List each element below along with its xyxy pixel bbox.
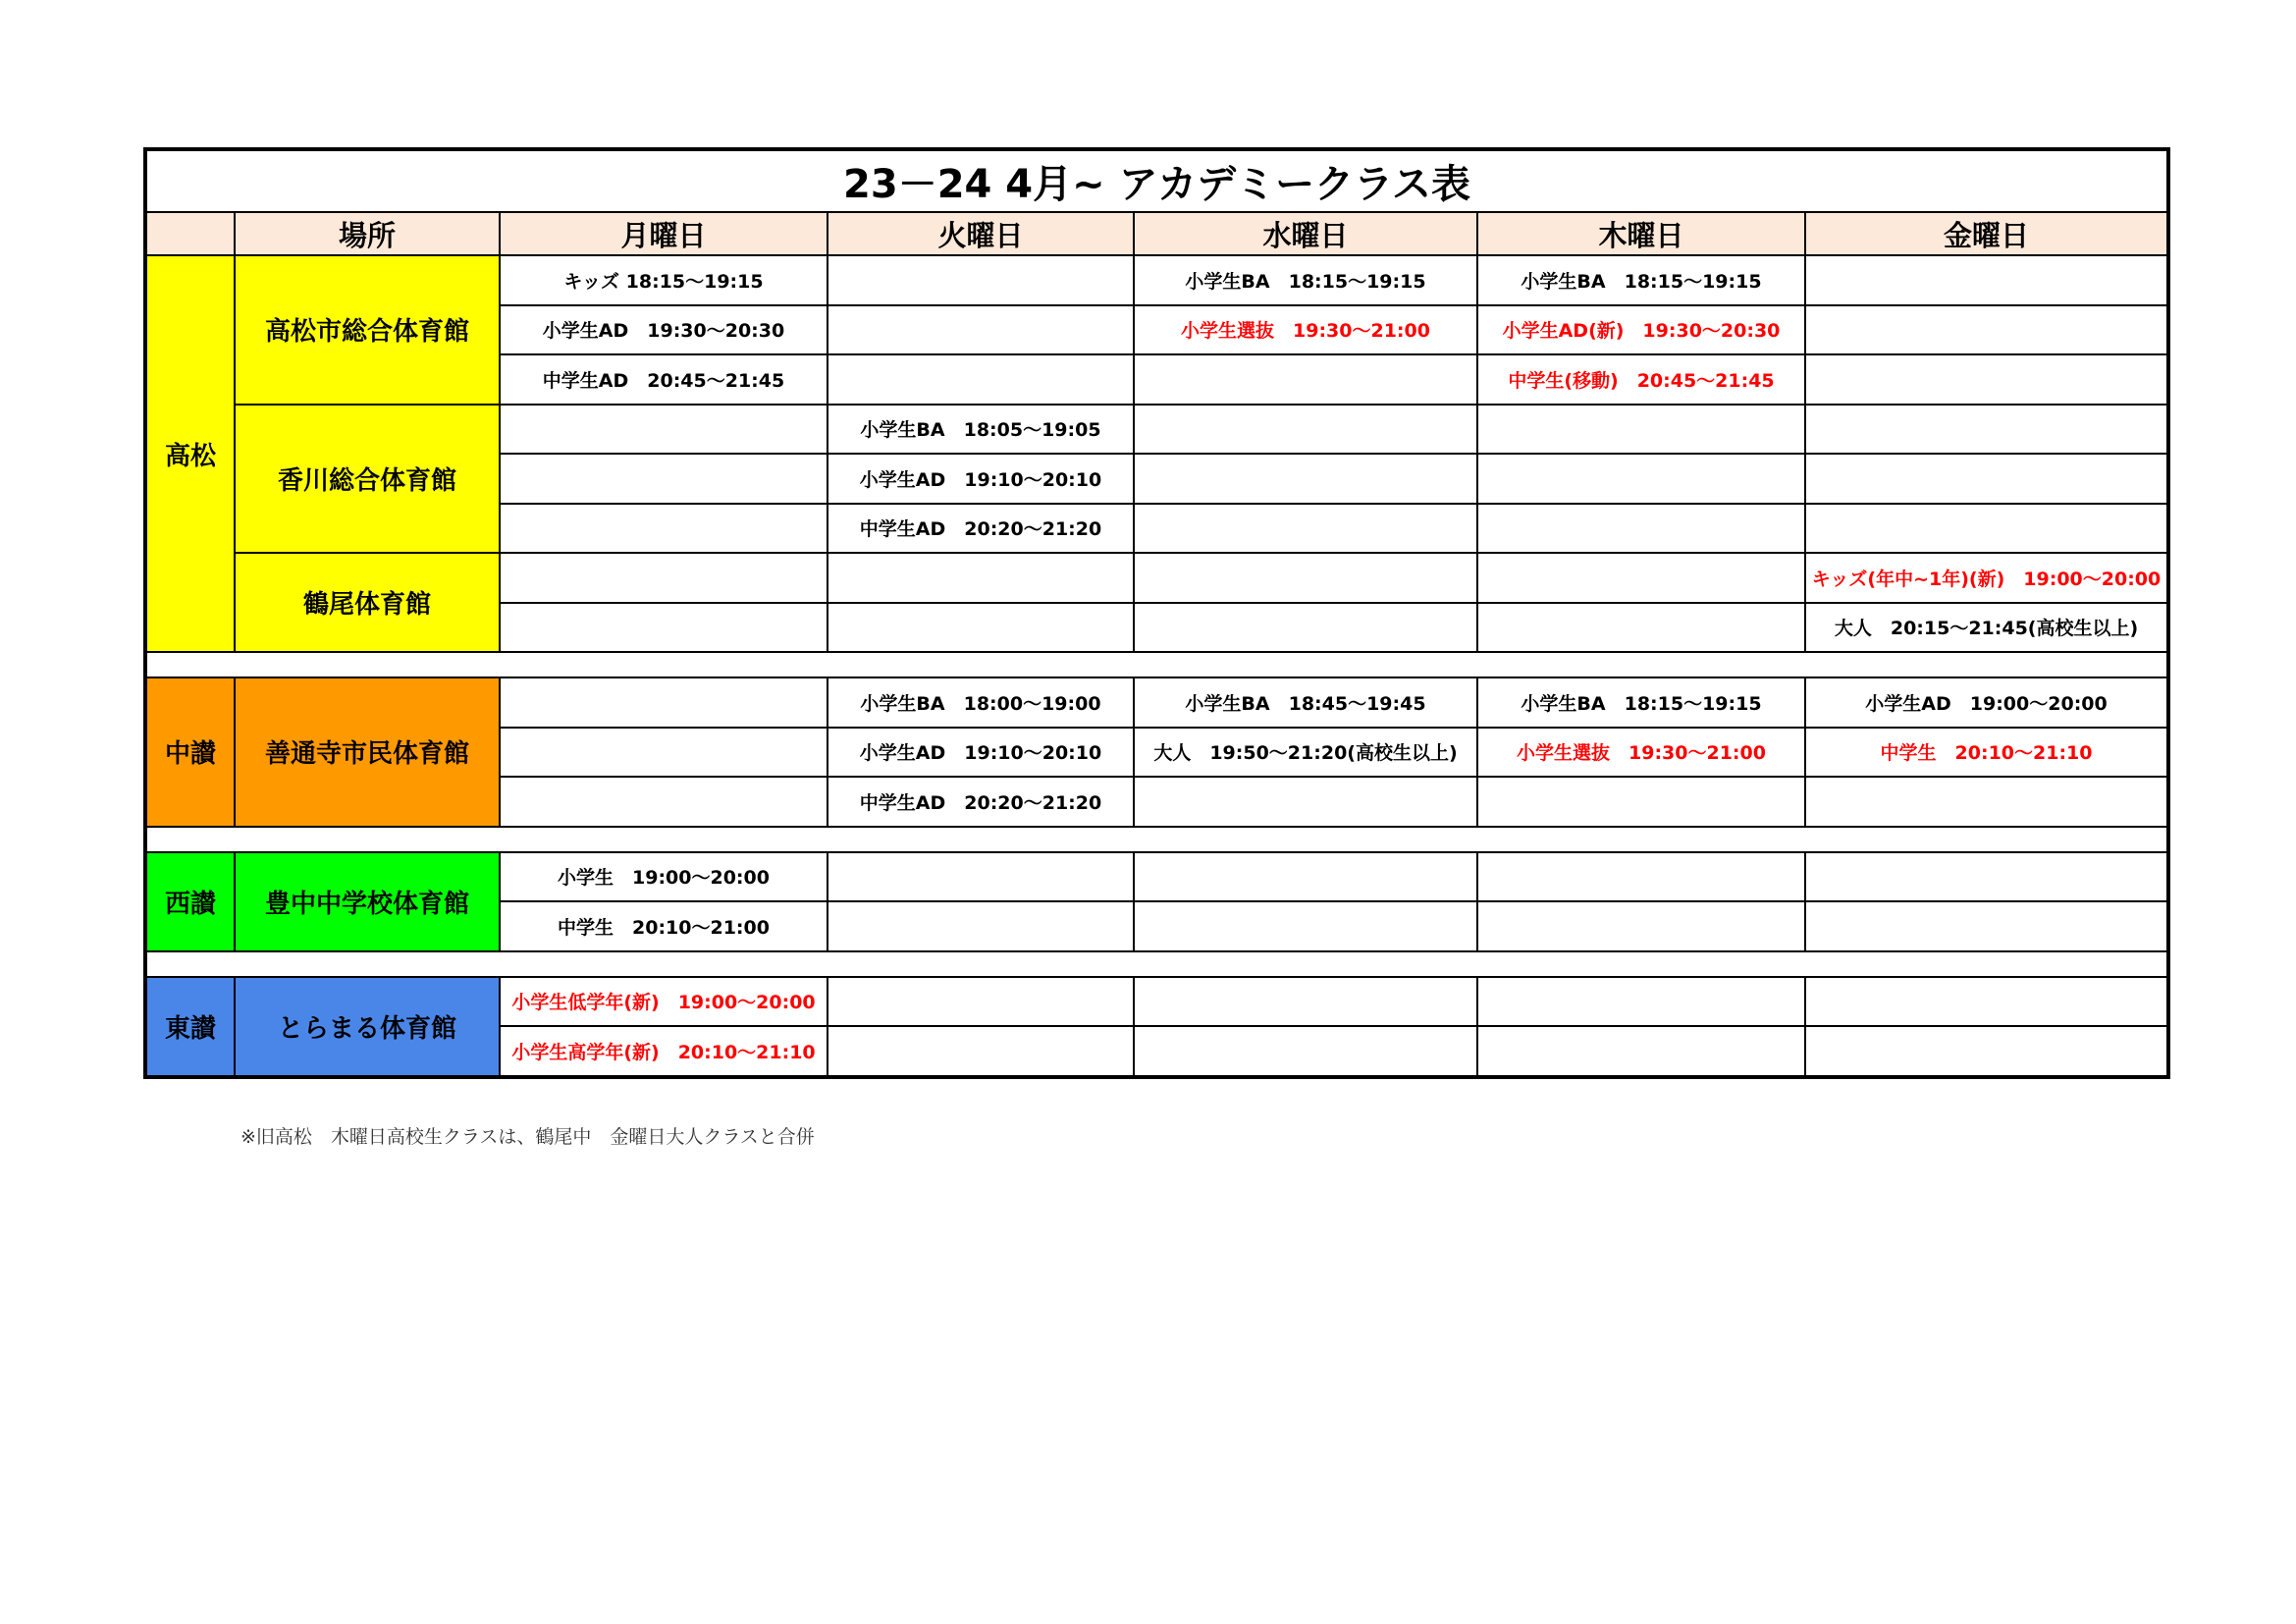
header-venue: 場所 <box>235 212 500 255</box>
schedule-cell <box>1134 454 1477 504</box>
schedule-cell <box>1805 1026 2168 1077</box>
schedule-cell: 中学生AD 20:20〜21:20 <box>828 504 1134 554</box>
schedule-cell <box>1134 553 1477 603</box>
footnote: ※旧高松 木曜日高校生クラスは、鶴尾中 金曜日大人クラスと合併 <box>240 1126 815 1148</box>
schedule-cell-highlight: 小学生選抜 19:30〜21:00 <box>1134 305 1477 355</box>
schedule-cell: 小学生BA 18:45〜19:45 <box>1134 677 1477 728</box>
schedule-cell-highlight: 中学生(移動) 20:45〜21:45 <box>1477 354 1805 405</box>
schedule-cell <box>500 454 828 504</box>
schedule-cell-highlight: 小学生低学年(新) 19:00〜20:00 <box>500 977 828 1027</box>
schedule-cell <box>1134 405 1477 455</box>
region-takamatsu: 高松 <box>145 255 235 652</box>
venue-zentsuji-gym: 善通寺市民体育館 <box>235 677 500 827</box>
schedule-cell <box>1134 354 1477 405</box>
schedule-cell <box>1805 405 2168 455</box>
region-chusan: 中讃 <box>145 677 235 827</box>
schedule-cell: 小学生BA 18:15〜19:15 <box>1134 255 1477 305</box>
schedule-cell <box>1805 454 2168 504</box>
schedule-cell <box>500 728 828 778</box>
schedule-cell: 大人 20:15〜21:45(高校生以上) <box>1805 603 2168 653</box>
schedule-cell <box>1477 777 1805 827</box>
schedule-cell: 小学生AD 19:30〜20:30 <box>500 305 828 355</box>
schedule-cell: 小学生 19:00〜20:00 <box>500 852 828 902</box>
schedule-cell: 中学生AD 20:20〜21:20 <box>828 777 1134 827</box>
schedule-cell <box>1477 1026 1805 1077</box>
header-thursday: 木曜日 <box>1477 212 1805 255</box>
venue-toyonaka-gym: 豊中中学校体育館 <box>235 852 500 951</box>
schedule-cell <box>1477 405 1805 455</box>
schedule-cell <box>500 553 828 603</box>
schedule-cell: 小学生BA 18:00〜19:00 <box>828 677 1134 728</box>
schedule-cell <box>500 777 828 827</box>
schedule-cell: 小学生BA 18:15〜19:15 <box>1477 255 1805 305</box>
schedule-cell <box>500 677 828 728</box>
header-tuesday: 火曜日 <box>828 212 1134 255</box>
schedule-cell <box>828 354 1134 405</box>
spacer-row <box>145 827 2168 852</box>
schedule-cell <box>1477 603 1805 653</box>
schedule-cell <box>500 603 828 653</box>
venue-tsuruo-gym: 鶴尾体育館 <box>235 553 500 652</box>
schedule-cell-highlight: 小学生選抜 19:30〜21:00 <box>1477 728 1805 778</box>
schedule-cell <box>1805 255 2168 305</box>
schedule-cell <box>1805 777 2168 827</box>
schedule-cell <box>1805 901 2168 951</box>
schedule-cell <box>1477 504 1805 554</box>
venue-kagawa-gym: 香川総合体育館 <box>235 405 500 554</box>
venue-takamatsu-city-gym: 高松市総合体育館 <box>235 255 500 405</box>
schedule-cell <box>1477 977 1805 1027</box>
schedule-cell <box>828 977 1134 1027</box>
schedule-cell <box>828 553 1134 603</box>
schedule-cell <box>1134 603 1477 653</box>
schedule-cell <box>1134 977 1477 1027</box>
schedule-cell <box>1477 852 1805 902</box>
schedule-cell <box>828 1026 1134 1077</box>
schedule-cell <box>1805 852 2168 902</box>
spacer-row <box>145 951 2168 977</box>
schedule-cell: キッズ 18:15〜19:15 <box>500 255 828 305</box>
schedule-cell: 小学生AD 19:10〜20:10 <box>828 454 1134 504</box>
schedule-cell <box>500 405 828 455</box>
schedule-cell <box>500 504 828 554</box>
schedule-cell <box>1477 454 1805 504</box>
schedule-cell <box>1477 901 1805 951</box>
schedule-cell <box>828 603 1134 653</box>
schedule-cell: 小学生AD 19:00〜20:00 <box>1805 677 2168 728</box>
schedule-table <box>143 147 2170 1079</box>
schedule-cell <box>828 305 1134 355</box>
schedule-cell: 小学生BA 18:05〜19:05 <box>828 405 1134 455</box>
schedule-cell <box>828 901 1134 951</box>
schedule-cell <box>828 255 1134 305</box>
region-seisan: 西讃 <box>145 852 235 951</box>
schedule-cell <box>1805 305 2168 355</box>
header-monday: 月曜日 <box>500 212 828 255</box>
schedule-cell <box>1134 1026 1477 1077</box>
schedule-cell <box>1805 504 2168 554</box>
schedule-cell: 小学生AD 19:10〜20:10 <box>828 728 1134 778</box>
header-blank <box>145 212 235 255</box>
schedule-cell-highlight: 小学生高学年(新) 20:10〜21:10 <box>500 1026 828 1077</box>
schedule-cell <box>1134 901 1477 951</box>
header-wednesday: 水曜日 <box>1134 212 1477 255</box>
schedule-cell: 中学生 20:10〜21:00 <box>500 901 828 951</box>
schedule-cell-highlight: キッズ(年中~1年)(新) 19:00〜20:00 <box>1805 553 2168 603</box>
table-title: 23－24 4月~ アカデミークラス表 <box>145 149 2168 212</box>
schedule-cell <box>1134 777 1477 827</box>
schedule-cell <box>1134 504 1477 554</box>
header-friday: 金曜日 <box>1805 212 2168 255</box>
schedule-cell: 小学生BA 18:15〜19:15 <box>1477 677 1805 728</box>
schedule-cell-highlight: 中学生 20:10〜21:10 <box>1805 728 2168 778</box>
schedule-cell-highlight: 小学生AD(新) 19:30〜20:30 <box>1477 305 1805 355</box>
region-tosan: 東讃 <box>145 977 235 1077</box>
schedule-cell: 中学生AD 20:45〜21:45 <box>500 354 828 405</box>
schedule-cell <box>1477 553 1805 603</box>
schedule-cell <box>1134 852 1477 902</box>
schedule-cell: 大人 19:50〜21:20(高校生以上) <box>1134 728 1477 778</box>
spacer-row <box>145 652 2168 677</box>
schedule-cell <box>1805 977 2168 1027</box>
schedule-cell <box>828 852 1134 902</box>
venue-toramaru-gym: とらまる体育館 <box>235 977 500 1077</box>
schedule-cell <box>1805 354 2168 405</box>
